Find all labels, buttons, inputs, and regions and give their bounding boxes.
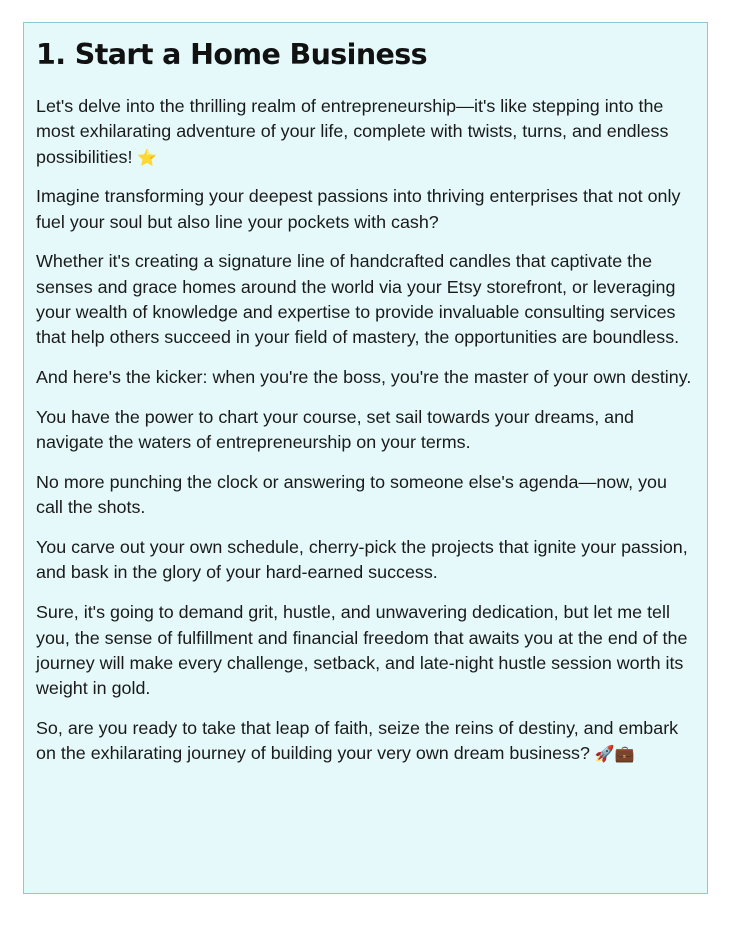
paragraph-9 [36,716,695,767]
rocket-icon: 🚀 [594,744,615,764]
paragraph-2: Imagine transforming your deepest passions into thriving enterprises that not only fuel your soul but also line your pockets with cash? [36,186,681,232]
paragraph-7: You carve out your own schedule, cherry-pick the projects that ignite your passion, and bask in the glory of your hard-earned success. [36,537,688,583]
paragraph-4: And here's the kicker: when you're the boss, you're the master of your own destiny. [36,367,692,388]
paragraph-text: Let's delve into the thrilling realm of entrepreneurship—it's like stepping into the most exhilarating adventure of your life, complete with twists, turns, and endless possibilities! [36,96,669,167]
paragraph-1 [36,94,695,170]
paragraph-3: Whether it's creating a signature line of handcrafted candles that captivate the senses and grace homes around the world via your Etsy storefront, or leveraging your wealth of knowledge and expertise to provide invaluable consulting services that help others succeed in your field of mastery, the opportunities are boundless. [36,251,680,348]
paragraph-5: You have the power to chart your course, set sail towards your dreams, and navigate the waters of entrepreneurship on your terms. [36,406,634,453]
article-card [23,22,708,894]
star-icon: ⭐ [137,147,158,167]
paragraph-6: No more punching the clock or answering to someone else's agenda—now, you call the shots. [36,472,667,518]
paragraph-text: So, are you ready to take that leap of faith, seize the reins of destiny, and embark on the exhilarating journey of building your very own dream business? [36,717,679,764]
article-title: 1. Start a Home Business [36,38,427,71]
paragraph-8: Sure, it's going to demand grit, hustle, and unwavering dedication, but let me tell you, the sense of fulfillment and financial freedom that awaits you at the end of the journey will make every challenge, setback, and late-night hustle session worth its weight in gold. [36,602,688,699]
briefcase-icon: 💼 [614,744,635,764]
